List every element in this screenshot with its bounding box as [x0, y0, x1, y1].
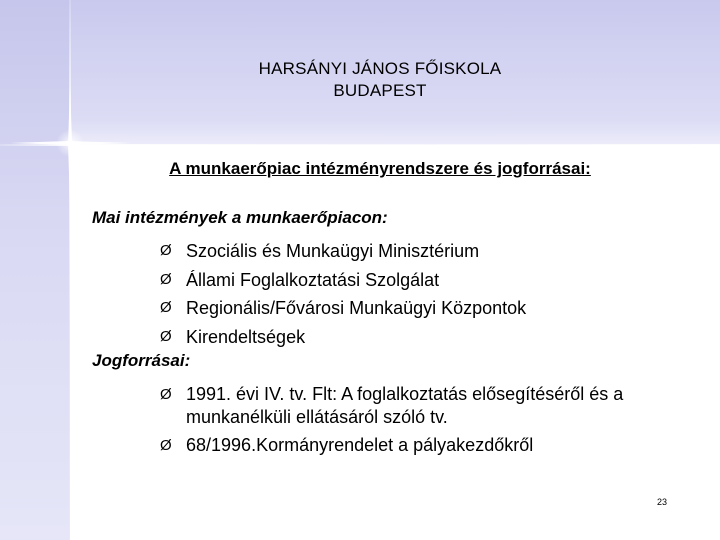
arrow-bullet-icon: Ø [160, 386, 172, 403]
list-item-text: Regionális/Fővárosi Munkaügyi Központok [186, 298, 527, 318]
legal-sources-list [160, 383, 666, 462]
list-item-text: Kirendeltségek [186, 326, 306, 347]
institutions-list [160, 237, 526, 351]
list-item-text: 1991. évi IV. tv. Flt: A foglalkoztatás elősegítéséről és a munkanélküli ellátásáról szóló tv. [186, 384, 624, 427]
list-item-text: Szociális és Munkaügyi Minisztérium [186, 241, 480, 261]
institution-city: BUDAPEST [333, 81, 427, 100]
header [140, 58, 620, 102]
list-item [160, 237, 526, 266]
arrow-bullet-icon: Ø [160, 327, 172, 345]
list-item [160, 434, 666, 457]
section-heading-institutions: Mai intézmények a munkaerőpiacon: [92, 208, 388, 227]
section-heading-legal-sources: Jogforrásai: [92, 351, 191, 370]
list-item [160, 266, 526, 295]
page-number: 23 [657, 497, 668, 507]
vertical-accent-line [69, 0, 71, 540]
institution-name: HARSÁNYI JÁNOS FŐISKOLA [258, 59, 502, 78]
arrow-bullet-icon: Ø [160, 242, 172, 259]
list-item-text: 68/1996.Kormányrendelet a pályakezdőkről [186, 435, 534, 455]
list-item [160, 323, 526, 352]
sparkle-icon [10, 83, 130, 203]
arrow-bullet-icon: Ø [160, 437, 172, 454]
arrow-bullet-icon: Ø [160, 270, 172, 288]
list-item-text: Állami Foglalkoztatási Szolgálat [186, 269, 440, 290]
left-decorative-band [0, 0, 70, 540]
list-item [160, 383, 666, 429]
slide-subtitle: A munkaerőpiac intézményrendszere és jogforrásai: [169, 159, 591, 178]
arrow-bullet-icon: Ø [160, 299, 172, 316]
list-item [160, 294, 526, 323]
